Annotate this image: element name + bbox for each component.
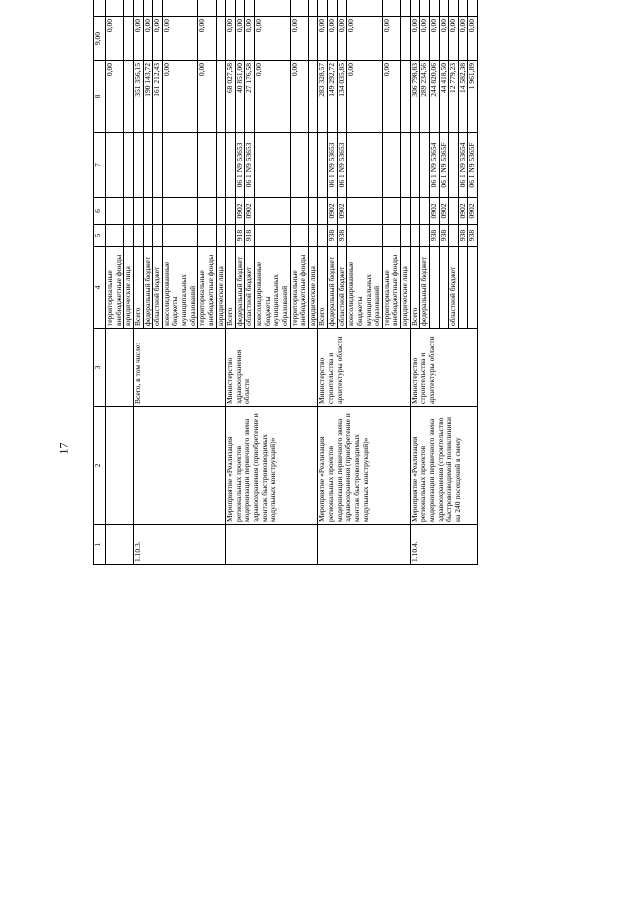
amount-cell: 0,00 <box>328 17 338 61</box>
funding-source-cell: областной бюджет <box>337 247 347 329</box>
funding-source-cell: Всего <box>226 247 236 329</box>
section-code-cell <box>449 198 459 225</box>
amount-cell: 190 143,72 <box>143 61 153 133</box>
grbs-code-cell <box>143 225 153 247</box>
amount-cell <box>468 0 478 17</box>
section-code-cell <box>106 198 124 225</box>
page-number: 17 <box>56 442 71 455</box>
amount-cell: 0,00 <box>255 61 291 133</box>
measure-name-cell <box>106 407 134 525</box>
section-code-cell <box>410 198 420 225</box>
amount-cell <box>401 61 411 133</box>
funding-source-cell: консолидированные бюджеты муниципальных образований <box>347 247 383 329</box>
amount-cell: 244 820,06 <box>429 61 439 133</box>
item-number-cell: 1.10.3. <box>133 525 225 565</box>
amount-cell <box>401 0 411 17</box>
executor-cell: Всего, в том числе: <box>133 329 225 407</box>
col-header <box>94 0 106 17</box>
section-code-cell <box>153 198 163 225</box>
amount-cell: 0,00 <box>439 17 449 61</box>
executor-cell: Министерство строительства и архитектуры области <box>410 329 477 407</box>
col-header: 8 <box>94 61 106 133</box>
target-article-cell <box>401 133 411 198</box>
section-code-cell: 0902 <box>468 198 478 225</box>
grbs-code-cell: 938 <box>439 225 449 247</box>
amount-cell <box>290 0 308 17</box>
amount-cell <box>124 61 134 133</box>
amount-cell: 0,00 <box>458 17 468 61</box>
funding-source-cell: юридические лица <box>216 247 226 329</box>
item-number-cell <box>106 525 134 565</box>
section-code-cell <box>162 198 198 225</box>
grbs-code-cell: 938 <box>337 225 347 247</box>
amount-cell <box>308 0 318 17</box>
amount-cell <box>216 0 226 17</box>
section-code-cell <box>226 198 236 225</box>
amount-cell: 149 292,72 <box>328 61 338 133</box>
grbs-code-cell: 938 <box>429 225 439 247</box>
amount-cell <box>245 0 255 17</box>
section-code-cell <box>401 198 411 225</box>
amount-cell: 0,00 <box>429 17 439 61</box>
amount-cell: 40 851,00 <box>235 61 245 133</box>
amount-cell <box>429 0 439 17</box>
amount-cell: 0,00 <box>162 17 198 61</box>
amount-cell: 0,00 <box>337 17 347 61</box>
col-header: 9,00 <box>94 17 106 61</box>
funding-source-cell: федеральный бюджет <box>143 247 153 329</box>
funding-source-cell: областной бюджет <box>245 247 255 329</box>
funding-source-cell: федеральный бюджет <box>235 247 245 329</box>
funding-source-cell: консолидированные бюджеты муниципальных образований <box>162 247 198 329</box>
amount-cell: 0,00 <box>226 17 236 61</box>
target-article-cell: 06 1 N9 53653 <box>337 133 347 198</box>
funding-source-cell <box>468 247 478 329</box>
amount-cell <box>235 0 245 17</box>
section-code-cell: 0902 <box>439 198 449 225</box>
section-code-cell <box>124 198 134 225</box>
target-article-cell <box>143 133 153 198</box>
table-row <box>133 0 143 565</box>
section-code-cell <box>420 198 430 225</box>
grbs-code-cell: 918 <box>235 225 245 247</box>
section-code-cell <box>382 198 400 225</box>
target-article-cell: 06 1 N9 53653 <box>245 133 255 198</box>
col-header: 4 <box>94 247 106 329</box>
amount-cell <box>124 0 134 17</box>
section-code-cell <box>255 198 291 225</box>
amount-cell <box>106 0 124 17</box>
grbs-code-cell <box>401 225 411 247</box>
amount-cell: 161 212,43 <box>153 61 163 133</box>
target-article-cell <box>106 133 124 198</box>
amount-cell <box>410 0 420 17</box>
grbs-code-cell <box>255 225 291 247</box>
grbs-code-cell <box>153 225 163 247</box>
section-code-cell: 0902 <box>245 198 255 225</box>
grbs-code-cell <box>410 225 420 247</box>
amount-cell <box>439 0 449 17</box>
amount-cell: 0,00 <box>245 17 255 61</box>
amount-cell: 0,00 <box>235 17 245 61</box>
amount-cell: 134 035,85 <box>337 61 347 133</box>
section-code-cell <box>198 198 216 225</box>
section-code-cell <box>290 198 308 225</box>
section-code-cell: 0902 <box>337 198 347 225</box>
target-article-cell <box>410 133 420 198</box>
amount-cell: 0,00 <box>318 17 328 61</box>
executor-cell <box>106 329 134 407</box>
amount-cell: 351 356,15 <box>133 61 143 133</box>
measure-name-cell: Мероприятие «Реализация региональных проектов модернизации первичного звена здравоохранения (строительство быстровозводимой поликлиники на 240 посещений в смену <box>410 407 477 525</box>
funding-source-cell: Всего <box>318 247 328 329</box>
col-header: 3 <box>94 329 106 407</box>
grbs-code-cell <box>133 225 143 247</box>
col-header: 6 <box>94 198 106 225</box>
amount-cell <box>133 0 143 17</box>
target-article-cell <box>133 133 143 198</box>
amount-cell: 0,00 <box>255 17 291 61</box>
amount-cell: 68 027,58 <box>226 61 236 133</box>
amount-cell: 0,00 <box>153 17 163 61</box>
grbs-code-cell <box>216 225 226 247</box>
target-article-cell <box>449 133 459 198</box>
item-number-cell <box>318 525 410 565</box>
grbs-code-cell <box>308 225 318 247</box>
target-article-cell <box>347 133 383 198</box>
col-header: 5 <box>94 225 106 247</box>
amount-cell <box>143 0 153 17</box>
section-code-cell <box>347 198 383 225</box>
target-article-cell <box>382 133 400 198</box>
target-article-cell: 06 1 N9 53654 <box>429 133 439 198</box>
section-code-cell <box>133 198 143 225</box>
amount-cell: 1 961,89 <box>468 61 478 133</box>
funding-source-cell: областной бюджет <box>153 247 163 329</box>
amount-cell <box>401 17 411 61</box>
amount-cell <box>420 0 430 17</box>
amount-cell: 27 176,58 <box>245 61 255 133</box>
funding-source-cell: юридические лица <box>401 247 411 329</box>
amount-cell: 0,00 <box>198 61 216 133</box>
measure-name-cell: Мероприятие «Реализация региональных проектов модернизации первичного звена здравоохранения (приобретение и монтаж быстровозводимых модульных конструкций)» <box>226 407 318 525</box>
grbs-code-cell <box>198 225 216 247</box>
grbs-code-cell: 918 <box>245 225 255 247</box>
amount-cell: 306 798,83 <box>410 61 420 133</box>
amount-cell: 14 582,38 <box>458 61 468 133</box>
rotated-sheet <box>93 19 613 895</box>
grbs-code-cell <box>420 225 430 247</box>
funding-source-cell: юридические лица <box>308 247 318 329</box>
executor-cell: Министерство строительства и архитектуры области <box>318 329 410 407</box>
target-article-cell <box>216 133 226 198</box>
col-header: 7 <box>94 133 106 198</box>
amount-cell <box>124 17 134 61</box>
funding-source-cell <box>429 247 439 329</box>
amount-cell <box>347 0 383 17</box>
funding-source-cell: Всего <box>133 247 143 329</box>
funding-source-cell: юридические лица <box>124 247 134 329</box>
amount-cell <box>449 0 459 17</box>
target-article-cell: 06 1 N9 5365F <box>468 133 478 198</box>
measure-name-cell <box>133 407 225 525</box>
amount-cell: 0,00 <box>382 17 400 61</box>
section-code-cell: 0902 <box>235 198 245 225</box>
target-article-cell: 06 1 N9 53653 <box>328 133 338 198</box>
amount-cell <box>226 0 236 17</box>
section-code-cell <box>143 198 153 225</box>
amount-cell: 0,00 <box>420 17 430 61</box>
amount-cell <box>162 0 198 17</box>
item-number-cell <box>226 525 318 565</box>
amount-cell: 283 328,57 <box>318 61 328 133</box>
col-header: 1 <box>94 525 106 565</box>
section-code-cell <box>308 198 318 225</box>
amount-cell: 0,00 <box>382 61 400 133</box>
target-article-cell <box>290 133 308 198</box>
grbs-code-cell <box>106 225 124 247</box>
funding-source-cell: территориальные внебюджетные фонды <box>290 247 308 329</box>
grbs-code-cell: 938 <box>458 225 468 247</box>
funding-source-cell: территориальные внебюджетные фонды <box>198 247 216 329</box>
target-article-cell <box>420 133 430 198</box>
funding-source-cell: консолидированные бюджеты муниципальных образований <box>255 247 291 329</box>
section-code-cell <box>216 198 226 225</box>
funding-source-cell <box>458 247 468 329</box>
amount-cell <box>337 0 347 17</box>
target-article-cell: 06 1 N9 53654 <box>458 133 468 198</box>
section-code-cell: 0902 <box>429 198 439 225</box>
section-code-cell: 0902 <box>328 198 338 225</box>
amount-cell: 0,00 <box>198 17 216 61</box>
funding-source-cell: Всего <box>410 247 420 329</box>
budget-table <box>93 0 478 565</box>
rotated-table-container <box>93 0 613 565</box>
funding-source-cell: территориальные внебюджетные фонды <box>382 247 400 329</box>
target-article-cell <box>153 133 163 198</box>
amount-cell: 0,00 <box>133 17 143 61</box>
header-row <box>94 0 106 565</box>
grbs-code-cell <box>382 225 400 247</box>
amount-cell: 0,00 <box>290 17 308 61</box>
amount-cell: 0,00 <box>106 61 124 133</box>
grbs-code-cell <box>449 225 459 247</box>
target-article-cell <box>308 133 318 198</box>
amount-cell <box>255 0 291 17</box>
table-row <box>106 0 124 565</box>
grbs-code-cell <box>290 225 308 247</box>
amount-cell: 0,00 <box>410 17 420 61</box>
amount-cell: 0,00 <box>143 17 153 61</box>
funding-source-cell: федеральный бюджет <box>420 247 430 329</box>
amount-cell: 0,00 <box>290 61 308 133</box>
target-article-cell <box>198 133 216 198</box>
amount-cell: 0,00 <box>162 61 198 133</box>
grbs-code-cell <box>226 225 236 247</box>
grbs-code-cell: 938 <box>328 225 338 247</box>
amount-cell: 0,00 <box>468 17 478 61</box>
target-article-cell: 06 1 N9 5365F <box>439 133 449 198</box>
amount-cell <box>153 0 163 17</box>
grbs-code-cell <box>162 225 198 247</box>
item-number-cell: 1.10.4. <box>410 525 477 565</box>
amount-cell <box>328 0 338 17</box>
funding-source-cell: областной бюджет <box>449 247 459 329</box>
target-article-cell <box>162 133 198 198</box>
measure-name-cell: Мероприятие «Реализация региональных проектов модернизации первичного звена здравоохранения (приобретение и монтаж быстровозводимых модульных конструкций)» <box>318 407 410 525</box>
grbs-code-cell <box>347 225 383 247</box>
amount-cell <box>382 0 400 17</box>
amount-cell: 0,00 <box>449 17 459 61</box>
funding-source-cell: территориальные внебюджетные фонды <box>106 247 124 329</box>
amount-cell: 12 779,23 <box>449 61 459 133</box>
col-header: 2 <box>94 407 106 525</box>
funding-source-cell: федеральный бюджет <box>328 247 338 329</box>
amount-cell: 44 418,50 <box>439 61 449 133</box>
section-code-cell: 0902 <box>458 198 468 225</box>
amount-cell: 0,00 <box>106 17 124 61</box>
grbs-code-cell: 938 <box>468 225 478 247</box>
amount-cell: 289 234,56 <box>420 61 430 133</box>
amount-cell <box>318 0 328 17</box>
amount-cell: 0,00 <box>347 61 383 133</box>
target-article-cell <box>255 133 291 198</box>
target-article-cell: 06 1 N9 53653 <box>235 133 245 198</box>
grbs-code-cell <box>124 225 134 247</box>
amount-cell <box>198 0 216 17</box>
executor-cell: Министерство здравоохранения области <box>226 329 318 407</box>
amount-cell: 0,00 <box>347 17 383 61</box>
table-row <box>226 0 236 565</box>
target-article-cell <box>124 133 134 198</box>
target-article-cell <box>226 133 236 198</box>
amount-cell <box>458 0 468 17</box>
